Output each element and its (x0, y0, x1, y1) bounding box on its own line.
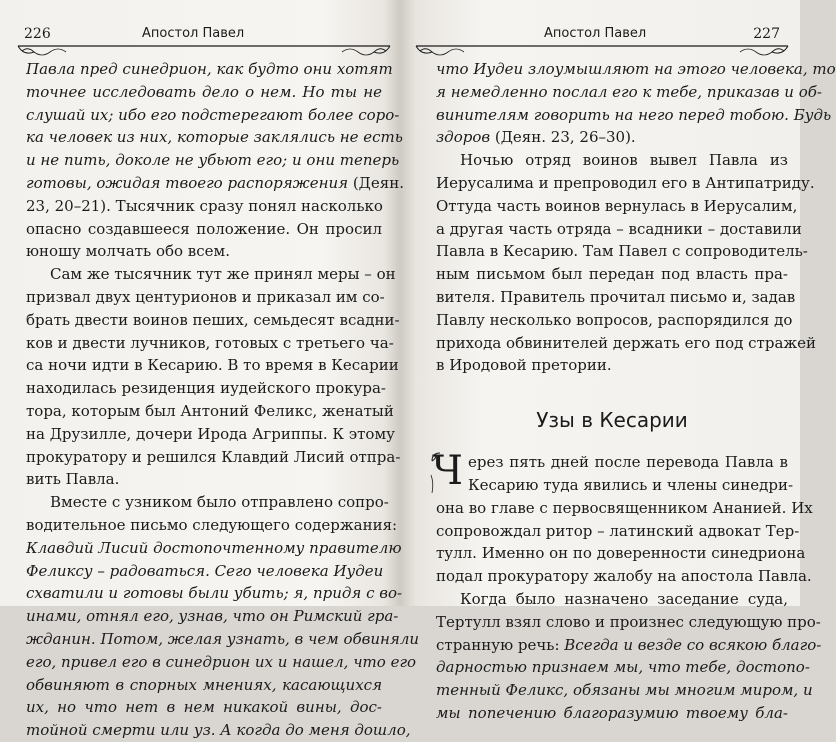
text-line (26, 446, 401, 469)
left-page-text (26, 58, 420, 742)
right-page-text (432, 58, 836, 725)
italic-text: точнее исследовать дело о нем. Но ты не (26, 82, 382, 101)
text-run: Павлу несколько вопросов, распорядился до (436, 310, 793, 329)
text-run: вить Павла. (26, 470, 120, 489)
text-line (436, 474, 794, 497)
text-run: 23, 20–21). Тысячник сразу понял насколько (26, 196, 383, 215)
text-line (436, 656, 810, 679)
text-run: в Иродовой претории. (436, 356, 612, 375)
text-line (436, 565, 812, 588)
italic-text: Павла пред синедрион, как будто они хотят (26, 60, 393, 78)
text-run: тулл. Именно он по доверенности синедриона (436, 544, 806, 563)
text-line (436, 149, 788, 172)
text-line (436, 240, 808, 263)
text-run: прихода обвинителей держать его под стражей (436, 333, 817, 352)
text-run: юношу молчать обо всем. (26, 242, 230, 261)
text-line (26, 377, 386, 400)
italic-text: и не пить, доколе не убьют его; и они теперь (26, 151, 400, 170)
drop-cap-letter: Ч (432, 448, 463, 495)
text-run: брать двести воинов пеших, семьдесят всадни- (26, 310, 400, 329)
running-title: Апостол Павел (142, 26, 245, 41)
text-line (436, 497, 813, 520)
text-run: подал прокуратору жалобу на апостола Павла. (436, 567, 812, 586)
text-run: сопровождал ритор – латинский адвокат Тер- (436, 521, 800, 540)
text-run: Тертулл взял слово и произнес следующую про- (436, 612, 821, 631)
right-page-header (412, 8, 792, 52)
text-line (26, 309, 400, 332)
text-line (436, 104, 832, 127)
text-line (26, 240, 382, 263)
text-line (436, 588, 788, 611)
text-run: тора, которым был Антоний Феликс, женатый (26, 401, 394, 420)
text-run: Оттуда часть воинов вернулась в Иерусалим, (436, 196, 798, 215)
text-run: водительное письмо следующего содержания: (26, 515, 398, 534)
text-run: са ночи идти в Кесарию. В то время в Кесарии (26, 356, 399, 375)
text-run: ков и двести лучников, готовых с третьего ча- (26, 333, 394, 352)
text-run: опасно создавшееся положение. Он просил (26, 219, 382, 238)
text-line (26, 628, 420, 651)
text-line (436, 354, 788, 377)
italic-text: здоров (436, 128, 491, 147)
text-run: Иерусалима и препроводил его в Антипатриду. (436, 173, 815, 192)
text-line (436, 172, 815, 195)
text-line (436, 332, 817, 355)
text-line (436, 263, 788, 286)
text-line (436, 542, 806, 565)
text-run: (Деян. 23, 26–30). (490, 128, 636, 147)
text-run: вителя. Правитель прочитал письмо и, задав (436, 287, 796, 306)
italic-text: их, но что нет в нем никакой вины, дос- (26, 698, 382, 717)
italic-text: Клавдий Лисий достопочтенному правителю (26, 538, 402, 557)
italic-text: мы попечению благоразумию твоему бла- (436, 703, 788, 722)
text-line (436, 195, 798, 218)
italic-text: схватили и готовы были убить; я, придя с во- (26, 584, 403, 603)
text-line (26, 354, 399, 377)
text-run: Павла в Кесарию. Там Павел с сопроводитель- (436, 242, 808, 261)
text-line (436, 309, 793, 332)
italic-text: тойной смерти или уз. А когда до меня дошло, (26, 721, 411, 740)
text-run: странную речь: (436, 635, 565, 654)
italic-text: Всегда и везде со всякою благо- (564, 635, 822, 654)
running-title: Апостол Павел (544, 26, 647, 41)
text-line (26, 719, 411, 742)
text-line (26, 582, 403, 605)
page-number: 226 (24, 26, 51, 42)
text-line (26, 514, 398, 537)
text-run: ным письмом был передан под власть пра- (436, 265, 788, 284)
text-line (26, 423, 395, 446)
dropcap-section (432, 448, 822, 725)
italic-text: жданин. Потом, желая узнать, в чем обвиняли (26, 629, 420, 648)
text-line (26, 468, 382, 491)
text-run: Когда было назначено заседание суда, (460, 589, 788, 608)
italic-text: обвиняют в спорных мнениях, касающихся (26, 675, 382, 694)
text-run: призвал двух центурионов и приказал им со- (26, 287, 385, 306)
italic-text: тенный Феликс, обязаны мы многим миром, и (436, 681, 813, 700)
text-line (26, 195, 382, 218)
text-line (26, 126, 403, 149)
text-line (436, 286, 796, 309)
text-line (26, 491, 389, 514)
drop-cap (430, 448, 474, 495)
left-page-header (14, 8, 394, 52)
text-run: Кесарию туда явились и члены синедри- (468, 475, 794, 494)
italic-text: я немедленно послал его к тебе, приказав и об- (436, 82, 822, 101)
text-line (26, 172, 404, 195)
text-line (436, 611, 821, 634)
text-line (26, 400, 394, 423)
text-line (26, 263, 396, 286)
italic-text: винителям говорить на него перед тобою. Будь (436, 105, 832, 124)
section-heading: Узы в Кесарии (536, 408, 688, 433)
text-line (26, 332, 394, 355)
text-line (436, 218, 802, 241)
text-line (26, 560, 382, 583)
text-line (436, 451, 788, 474)
text-line (26, 149, 400, 172)
text-line (436, 679, 813, 702)
text-line (26, 674, 382, 697)
text-line (436, 520, 800, 543)
text-run: прокуратору и решился Клавдий Лисий отпра- (26, 447, 401, 466)
right-page (402, 0, 836, 722)
text-run: Сам же тысячник тут же принял меры – он (50, 265, 396, 284)
text-run: ерез пять дней после перевода Павла в (468, 453, 788, 472)
header-ornament-icon (14, 40, 394, 60)
text-run: Вместе с узником было отправлено сопро- (50, 493, 389, 512)
text-run: она во главе с первосвященником Ананией. Их (436, 498, 813, 517)
text-line (26, 605, 399, 628)
text-line (26, 58, 393, 81)
italic-text: слушай их; ибо его подстерегают более соро- (26, 105, 400, 124)
italic-text: что Иудеи злоумышляют на этого человека, то (436, 60, 836, 78)
text-line (436, 81, 822, 104)
header-ornament-icon (412, 40, 792, 60)
text-line (26, 286, 385, 309)
paragraphs-after-heading (436, 451, 822, 725)
italic-text: готовы, ожидая твоего распоряжения (26, 173, 349, 192)
text-line (26, 81, 382, 104)
text-line (26, 537, 402, 560)
text-line (26, 696, 382, 719)
italic-text: ка человек из них, которые заклялись не есть (26, 128, 403, 147)
text-line (26, 651, 417, 674)
text-line (436, 126, 788, 149)
text-line (26, 104, 400, 127)
italic-text: инами, отнял его, узнав, что он Римский гра- (26, 607, 399, 626)
italic-text: его, привел его в синедрион их и нашел, что его (26, 652, 417, 671)
text-line (436, 634, 822, 657)
text-run: на Друзилле, дочери Ирода Агриппы. К этому (26, 424, 395, 443)
text-line (436, 702, 788, 725)
text-run: а другая часть отряда – всадники – доставили (436, 219, 802, 238)
paragraphs-before-heading (436, 58, 836, 377)
italic-text: дарностью признаем мы, что тебе, достопо- (436, 658, 810, 677)
text-run: Ночью отряд воинов вывел Павла из (460, 151, 788, 170)
text-run: находилась резиденция иудейского прокура- (26, 379, 386, 398)
text-line (26, 218, 382, 241)
text-run: (Деян. (348, 173, 404, 192)
italic-text: Феликсу – радоваться. Сего человека Иудеи (26, 561, 384, 580)
text-line (436, 58, 836, 81)
page-number: 227 (753, 26, 780, 42)
